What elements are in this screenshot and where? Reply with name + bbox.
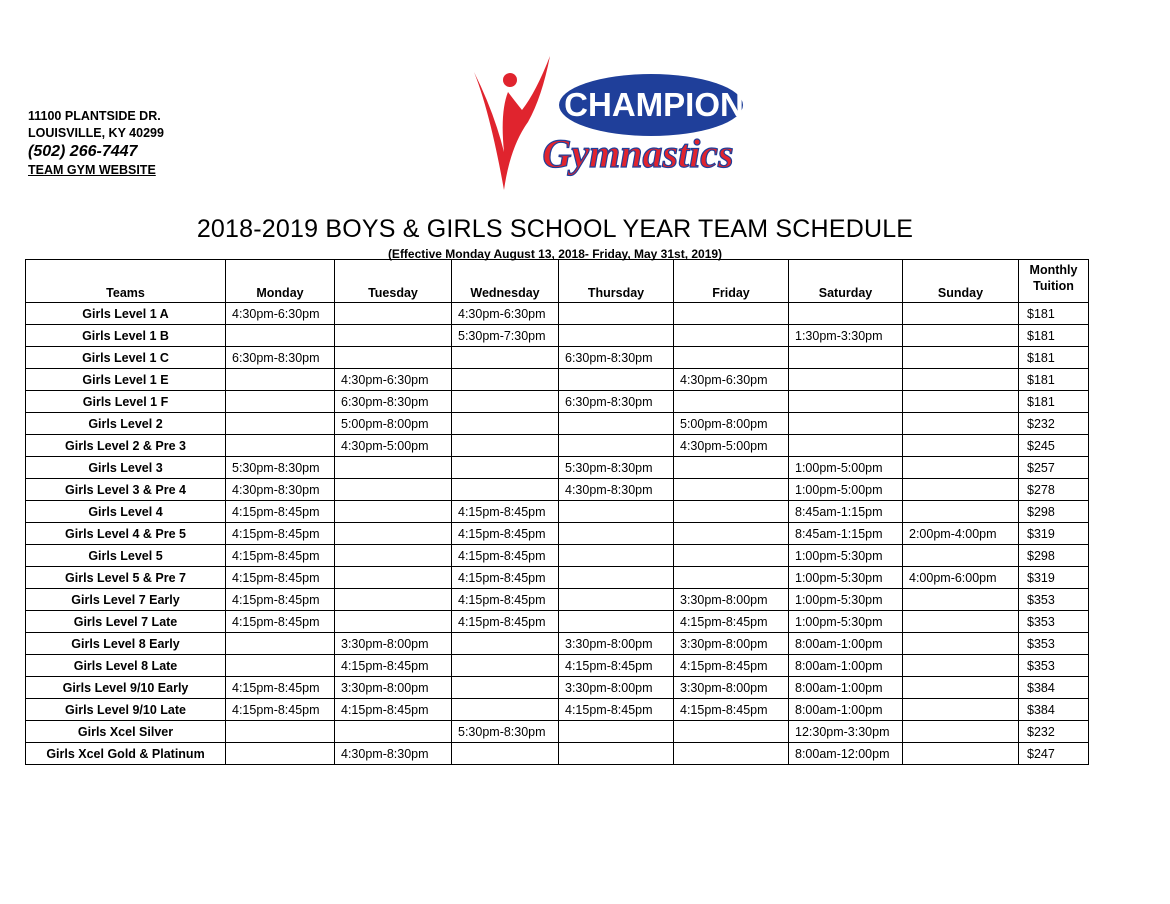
cell-friday: [674, 545, 789, 567]
cell-sunday: [903, 677, 1019, 699]
cell-monday: [226, 391, 335, 413]
cell-team: Girls Xcel Gold & Platinum: [26, 743, 226, 765]
cell-tuesday: 5:00pm-8:00pm: [335, 413, 452, 435]
header-friday: Friday: [674, 260, 789, 303]
cell-wednesday: 5:30pm-8:30pm: [452, 721, 559, 743]
cell-saturday: 8:00am-1:00pm: [789, 633, 903, 655]
header-teams: Teams: [26, 260, 226, 303]
cell-wednesday: 4:15pm-8:45pm: [452, 523, 559, 545]
cell-monday: [226, 325, 335, 347]
cell-friday: [674, 457, 789, 479]
cell-tuition: $232: [1019, 413, 1089, 435]
cell-team: Girls Xcel Silver: [26, 721, 226, 743]
cell-monday: [226, 655, 335, 677]
cell-tuesday: 4:30pm-8:30pm: [335, 743, 452, 765]
cell-wednesday: 4:15pm-8:45pm: [452, 611, 559, 633]
cell-tuition: $232: [1019, 721, 1089, 743]
cell-friday: [674, 567, 789, 589]
cell-tuition: $181: [1019, 325, 1089, 347]
table-row: [26, 479, 1089, 501]
table-row: [26, 545, 1089, 567]
cell-friday: [674, 743, 789, 765]
cell-wednesday: 4:15pm-8:45pm: [452, 545, 559, 567]
cell-friday: 4:30pm-5:00pm: [674, 435, 789, 457]
header-saturday: Saturday: [789, 260, 903, 303]
cell-thursday: 4:15pm-8:45pm: [559, 699, 674, 721]
cell-tuition: $298: [1019, 501, 1089, 523]
cell-saturday: 1:00pm-5:30pm: [789, 545, 903, 567]
cell-tuition: $181: [1019, 347, 1089, 369]
logo-gymnast-head: [503, 73, 517, 87]
cell-team: Girls Level 4 & Pre 5: [26, 523, 226, 545]
cell-thursday: 6:30pm-8:30pm: [559, 391, 674, 413]
cell-sunday: [903, 457, 1019, 479]
cell-tuition: $181: [1019, 369, 1089, 391]
cell-tuition: $319: [1019, 523, 1089, 545]
cell-friday: [674, 721, 789, 743]
cell-sunday: [903, 501, 1019, 523]
cell-tuition: $319: [1019, 567, 1089, 589]
address-block: [28, 108, 164, 179]
champion-gymnastics-logo: [470, 52, 760, 197]
cell-tuesday: [335, 567, 452, 589]
table-row: [26, 699, 1089, 721]
cell-tuesday: 4:30pm-6:30pm: [335, 369, 452, 391]
header-monthly-tuition: [1019, 260, 1089, 303]
street-address: 11100 PLANTSIDE DR.: [28, 109, 161, 123]
cell-team: Girls Level 1 A: [26, 303, 226, 325]
cell-tuesday: [335, 325, 452, 347]
table-row: [26, 303, 1089, 325]
cell-monday: 4:30pm-6:30pm: [226, 303, 335, 325]
table-row: [26, 413, 1089, 435]
cell-tuition: $257: [1019, 457, 1089, 479]
cell-wednesday: [452, 479, 559, 501]
cell-tuition: $298: [1019, 545, 1089, 567]
cell-saturday: 8:00am-12:00pm: [789, 743, 903, 765]
cell-team: Girls Level 1 E: [26, 369, 226, 391]
cell-sunday: [903, 369, 1019, 391]
table-row: [26, 369, 1089, 391]
cell-tuesday: [335, 589, 452, 611]
cell-tuesday: [335, 303, 452, 325]
cell-team: Girls Level 1 B: [26, 325, 226, 347]
table-row: [26, 633, 1089, 655]
cell-tuesday: [335, 523, 452, 545]
table-row: [26, 523, 1089, 545]
cell-sunday: [903, 347, 1019, 369]
cell-tuition: $245: [1019, 435, 1089, 457]
cell-wednesday: [452, 413, 559, 435]
cell-tuition: $247: [1019, 743, 1089, 765]
cell-tuesday: [335, 721, 452, 743]
cell-tuesday: [335, 501, 452, 523]
cell-sunday: [903, 699, 1019, 721]
cell-sunday: [903, 589, 1019, 611]
cell-monday: [226, 721, 335, 743]
team-gym-website-link[interactable]: TEAM GYM WEBSITE: [28, 163, 156, 177]
cell-wednesday: [452, 457, 559, 479]
cell-thursday: 5:30pm-8:30pm: [559, 457, 674, 479]
cell-saturday: 8:45am-1:15pm: [789, 523, 903, 545]
cell-team: Girls Level 3: [26, 457, 226, 479]
cell-friday: 4:15pm-8:45pm: [674, 611, 789, 633]
table-body: [26, 303, 1089, 765]
header-sunday: Sunday: [903, 260, 1019, 303]
team-schedule-table: [25, 259, 1089, 765]
cell-saturday: 8:00am-1:00pm: [789, 699, 903, 721]
cell-team: Girls Level 5 & Pre 7: [26, 567, 226, 589]
cell-monday: [226, 743, 335, 765]
cell-friday: [674, 325, 789, 347]
cell-friday: 3:30pm-8:00pm: [674, 633, 789, 655]
cell-wednesday: [452, 347, 559, 369]
cell-sunday: 4:00pm-6:00pm: [903, 567, 1019, 589]
table-row: [26, 435, 1089, 457]
cell-saturday: [789, 369, 903, 391]
cell-friday: [674, 523, 789, 545]
cell-tuesday: [335, 479, 452, 501]
cell-wednesday: [452, 677, 559, 699]
header-monday: Monday: [226, 260, 335, 303]
page-title: 2018-2019 BOYS & GIRLS SCHOOL YEAR TEAM SCHEDULE: [196, 215, 914, 243]
table-row: [26, 325, 1089, 347]
cell-friday: [674, 347, 789, 369]
cell-friday: [674, 501, 789, 523]
table-row: [26, 677, 1089, 699]
cell-thursday: [559, 523, 674, 545]
cell-thursday: [559, 369, 674, 391]
cell-monday: 4:15pm-8:45pm: [226, 611, 335, 633]
cell-sunday: [903, 325, 1019, 347]
cell-monday: 4:15pm-8:45pm: [226, 501, 335, 523]
table-row: [26, 567, 1089, 589]
cell-tuition: $384: [1019, 699, 1089, 721]
header-wednesday: Wednesday: [452, 260, 559, 303]
cell-wednesday: 4:30pm-6:30pm: [452, 303, 559, 325]
cell-wednesday: 5:30pm-7:30pm: [452, 325, 559, 347]
cell-team: Girls Level 7 Late: [26, 611, 226, 633]
cell-saturday: 1:30pm-3:30pm: [789, 325, 903, 347]
cell-sunday: [903, 391, 1019, 413]
cell-wednesday: [452, 699, 559, 721]
cell-saturday: [789, 303, 903, 325]
cell-team: Girls Level 2 & Pre 3: [26, 435, 226, 457]
cell-saturday: 8:00am-1:00pm: [789, 677, 903, 699]
cell-tuesday: 4:15pm-8:45pm: [335, 699, 452, 721]
header-tuition-line1: Monthly: [1029, 263, 1078, 277]
cell-friday: 4:15pm-8:45pm: [674, 699, 789, 721]
cell-sunday: [903, 611, 1019, 633]
cell-team: Girls Level 9/10 Early: [26, 677, 226, 699]
cell-tuesday: 6:30pm-8:30pm: [335, 391, 452, 413]
cell-tuesday: 4:15pm-8:45pm: [335, 655, 452, 677]
cell-tuition: $353: [1019, 633, 1089, 655]
cell-monday: 4:15pm-8:45pm: [226, 523, 335, 545]
cell-friday: 4:15pm-8:45pm: [674, 655, 789, 677]
cell-thursday: 4:30pm-8:30pm: [559, 479, 674, 501]
cell-wednesday: 4:15pm-8:45pm: [452, 501, 559, 523]
cell-thursday: 6:30pm-8:30pm: [559, 347, 674, 369]
table-row: [26, 721, 1089, 743]
table-header: [26, 260, 1089, 303]
cell-tuition: $181: [1019, 391, 1089, 413]
cell-saturday: 8:00am-1:00pm: [789, 655, 903, 677]
cell-team: Girls Level 3 & Pre 4: [26, 479, 226, 501]
cell-thursday: [559, 611, 674, 633]
cell-team: Girls Level 9/10 Late: [26, 699, 226, 721]
cell-monday: 6:30pm-8:30pm: [226, 347, 335, 369]
header-tuesday: Tuesday: [335, 260, 452, 303]
city-state-zip: LOUISVILLE, KY 40299: [28, 126, 164, 140]
cell-tuesday: 3:30pm-8:00pm: [335, 677, 452, 699]
cell-monday: [226, 435, 335, 457]
table-row: [26, 347, 1089, 369]
cell-team: Girls Level 2: [26, 413, 226, 435]
cell-wednesday: 4:15pm-8:45pm: [452, 567, 559, 589]
cell-sunday: [903, 655, 1019, 677]
cell-friday: 5:00pm-8:00pm: [674, 413, 789, 435]
cell-thursday: [559, 325, 674, 347]
cell-thursday: [559, 567, 674, 589]
cell-wednesday: [452, 369, 559, 391]
logo-champion-text: CHAMPION: [564, 86, 744, 123]
cell-tuition: $278: [1019, 479, 1089, 501]
cell-wednesday: [452, 743, 559, 765]
cell-wednesday: 4:15pm-8:45pm: [452, 589, 559, 611]
cell-tuition: $353: [1019, 655, 1089, 677]
cell-friday: [674, 391, 789, 413]
cell-team: Girls Level 8 Late: [26, 655, 226, 677]
cell-monday: 4:15pm-8:45pm: [226, 677, 335, 699]
cell-team: Girls Level 8 Early: [26, 633, 226, 655]
cell-monday: [226, 633, 335, 655]
cell-tuition: $353: [1019, 611, 1089, 633]
cell-monday: 4:15pm-8:45pm: [226, 567, 335, 589]
cell-friday: 3:30pm-8:00pm: [674, 677, 789, 699]
cell-monday: 4:15pm-8:45pm: [226, 699, 335, 721]
cell-tuition: $181: [1019, 303, 1089, 325]
cell-monday: 4:30pm-8:30pm: [226, 479, 335, 501]
cell-saturday: 1:00pm-5:30pm: [789, 611, 903, 633]
cell-tuesday: [335, 545, 452, 567]
cell-wednesday: [452, 435, 559, 457]
cell-monday: [226, 369, 335, 391]
cell-wednesday: [452, 655, 559, 677]
cell-saturday: [789, 391, 903, 413]
cell-team: Girls Level 4: [26, 501, 226, 523]
cell-saturday: 1:00pm-5:00pm: [789, 457, 903, 479]
logo-gymnastics-text: Gymnastics: [542, 131, 734, 176]
cell-sunday: [903, 303, 1019, 325]
cell-sunday: [903, 633, 1019, 655]
cell-team: Girls Level 7 Early: [26, 589, 226, 611]
cell-sunday: [903, 435, 1019, 457]
cell-sunday: [903, 413, 1019, 435]
cell-friday: [674, 479, 789, 501]
cell-team: Girls Level 1 C: [26, 347, 226, 369]
cell-sunday: 2:00pm-4:00pm: [903, 523, 1019, 545]
phone-number: (502) 266-7447: [28, 143, 138, 160]
page-subtitle: (Effective Monday August 13, 2018- Friday, May 31st, 2019): [387, 247, 723, 261]
table-row: [26, 611, 1089, 633]
cell-saturday: 1:00pm-5:00pm: [789, 479, 903, 501]
cell-friday: 4:30pm-6:30pm: [674, 369, 789, 391]
table-row: [26, 589, 1089, 611]
cell-tuesday: [335, 457, 452, 479]
cell-saturday: 12:30pm-3:30pm: [789, 721, 903, 743]
cell-tuesday: 4:30pm-5:00pm: [335, 435, 452, 457]
header-tuition-line2: Tuition: [1033, 279, 1074, 293]
cell-saturday: [789, 435, 903, 457]
table-row: [26, 743, 1089, 765]
cell-thursday: [559, 435, 674, 457]
table-row: [26, 391, 1089, 413]
cell-sunday: [903, 545, 1019, 567]
header-thursday: Thursday: [559, 260, 674, 303]
cell-thursday: [559, 721, 674, 743]
cell-tuition: $384: [1019, 677, 1089, 699]
cell-thursday: [559, 303, 674, 325]
cell-monday: 4:15pm-8:45pm: [226, 589, 335, 611]
table-row: [26, 655, 1089, 677]
cell-wednesday: [452, 633, 559, 655]
cell-saturday: 8:45am-1:15pm: [789, 501, 903, 523]
cell-tuition: $353: [1019, 589, 1089, 611]
cell-saturday: 1:00pm-5:30pm: [789, 589, 903, 611]
cell-thursday: [559, 501, 674, 523]
cell-monday: 4:15pm-8:45pm: [226, 545, 335, 567]
cell-sunday: [903, 743, 1019, 765]
cell-friday: [674, 303, 789, 325]
cell-friday: 3:30pm-8:00pm: [674, 589, 789, 611]
cell-thursday: [559, 413, 674, 435]
cell-sunday: [903, 479, 1019, 501]
cell-saturday: [789, 347, 903, 369]
cell-monday: [226, 413, 335, 435]
cell-wednesday: [452, 391, 559, 413]
table-row: [26, 501, 1089, 523]
cell-saturday: 1:00pm-5:30pm: [789, 567, 903, 589]
cell-thursday: 3:30pm-8:00pm: [559, 633, 674, 655]
cell-thursday: 3:30pm-8:00pm: [559, 677, 674, 699]
cell-sunday: [903, 721, 1019, 743]
cell-thursday: [559, 743, 674, 765]
cell-tuesday: [335, 611, 452, 633]
cell-tuesday: 3:30pm-8:00pm: [335, 633, 452, 655]
cell-tuesday: [335, 347, 452, 369]
table-row: [26, 457, 1089, 479]
cell-team: Girls Level 5: [26, 545, 226, 567]
cell-thursday: [559, 545, 674, 567]
cell-thursday: 4:15pm-8:45pm: [559, 655, 674, 677]
cell-team: Girls Level 1 F: [26, 391, 226, 413]
cell-saturday: [789, 413, 903, 435]
cell-monday: 5:30pm-8:30pm: [226, 457, 335, 479]
cell-thursday: [559, 589, 674, 611]
